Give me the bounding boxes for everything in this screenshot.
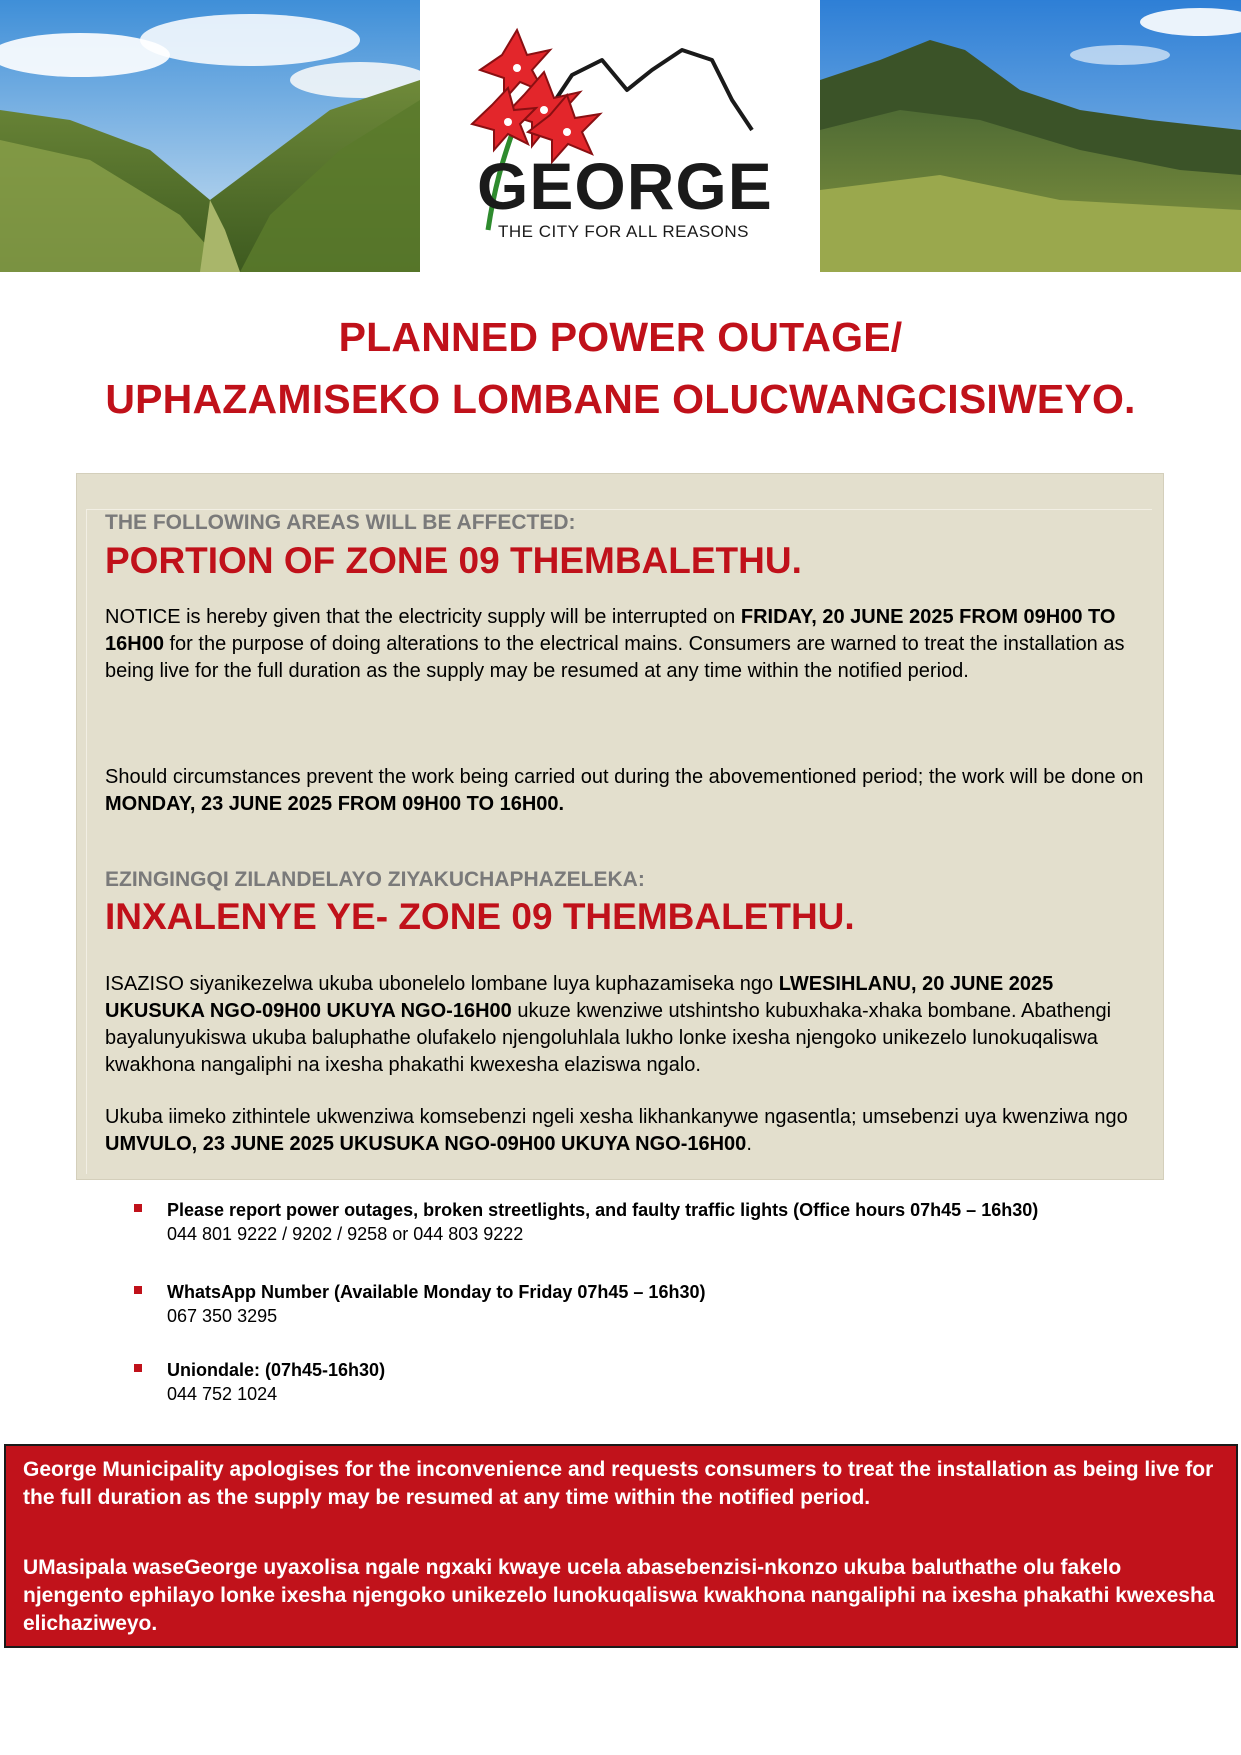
apology-text: George Municipality apologises for the inconvenience and requests consumers to treat the installation as being live for the full duration as the supply may be resumed at any time within the notified period. xyxy=(23,1458,1214,1509)
apology-banner xyxy=(4,1444,1238,1648)
logo-tagline: THE CITY FOR ALL REASONS xyxy=(498,222,750,241)
contact-numbers: 067 350 3295 xyxy=(167,1306,278,1326)
contact-heading: WhatsApp Number (Available Monday to Friday 07h45 – 16h30) xyxy=(167,1282,706,1302)
contact-numbers: 044 752 1024 xyxy=(167,1384,278,1404)
notice-panel xyxy=(76,473,1164,1180)
red-square-bullet-icon xyxy=(134,1204,142,1212)
contact-heading: Please report power outages, broken streetlights, and faulty traffic lights (Office hours 07h45 – 16h30) xyxy=(167,1200,1039,1220)
affected-area-title-xhosa: INXALENYE YE- ZONE 09 THEMBALETHU. xyxy=(105,896,855,937)
affected-areas-label-xhosa: EZINGINGQI ZILANDELAYO ZIYAKUCHAPHAZELEKA: xyxy=(105,868,645,891)
contact-heading: Uniondale: (07h45-16h30) xyxy=(167,1360,386,1380)
contact-numbers: 044 801 9222 / 9202 / 9258 or 044 803 9222 xyxy=(167,1224,524,1244)
header-photo-right xyxy=(820,0,1241,272)
page-title: PLANNED POWER OUTAGE/ xyxy=(338,314,903,360)
alternate-date-paragraph-xhosa: Ukuba iimeko zithintele ukwenziwa komsebenzi ngeli xesha likhankanywe ngasentla; umsebenzi uya kwenziwa ngo UMVULO, 23 JUNE 2025 UKUSUKA NGO-09H00 UKUYA NGO-16H00. xyxy=(105,1106,1128,1155)
affected-areas-label: THE FOLLOWING AREAS WILL BE AFFECTED: xyxy=(105,511,576,534)
george-logo xyxy=(432,0,808,272)
logo-wordmark: GEORGE xyxy=(477,149,773,223)
red-square-bullet-icon xyxy=(134,1364,142,1372)
header-photo-left xyxy=(0,0,420,272)
apology-text-xhosa: UMasipala waseGeorge uyaxolisa ngale ngxaki kwaye ucela abasebenzisi-nkonzo ukuba baluthathe olu fakelo njengento ephilayo lonke ixesha njengoko unikezelo lunokuqaliswa kwakhona nangaliphi na ixesha phakathi kwexesha elichaziweyo. xyxy=(23,1556,1215,1635)
notice-paragraph: NOTICE is hereby given that the electricity supply will be interrupted on FRIDAY, 20 JUNE 2025 FROM 09H00 TO 16H00 for the purpose of doing alterations to the electrical mains. Consumers are warned to treat the installation as being live for the full duration as the supply may be resumed at any time within the notified period. xyxy=(105,606,1125,682)
alternate-date-paragraph: Should circumstances prevent the work being carried out during the abovementioned period; the work will be done on MONDAY, 23 JUNE 2025 FROM 09H00 TO 16H00. xyxy=(105,766,1144,815)
affected-area-title: PORTION OF ZONE 09 THEMBALETHU. xyxy=(105,540,802,581)
red-square-bullet-icon xyxy=(134,1286,142,1294)
mountain-valley-photo-icon xyxy=(0,0,420,272)
mountain-peak-photo-icon xyxy=(820,0,1241,272)
page-title-xhosa: UPHAZAMISEKO LOMBANE OLUCWANGCISIWEYO. xyxy=(105,376,1136,422)
notice-paragraph-xhosa: ISAZISO siyanikezelwa ukuba ubonelelo lombane luya kuphazamiseka ngo LWESIHLANU, 20 JUNE 2025 UKUSUKA NGO-09H00 UKUYA NGO-16H00 ukuze kwenziwe utshintsho kubuxhaka-xhaka bombane. Abathengi bayalunyukiswa ukuba baluphathe olufakelo njengoluhlala lukho lonke ixesha njengoko unikezelo lunokuqaliswa kwakhona nangaliphi na ixesha phakathi kwexesha elaziswa ngalo. xyxy=(105,973,1112,1076)
